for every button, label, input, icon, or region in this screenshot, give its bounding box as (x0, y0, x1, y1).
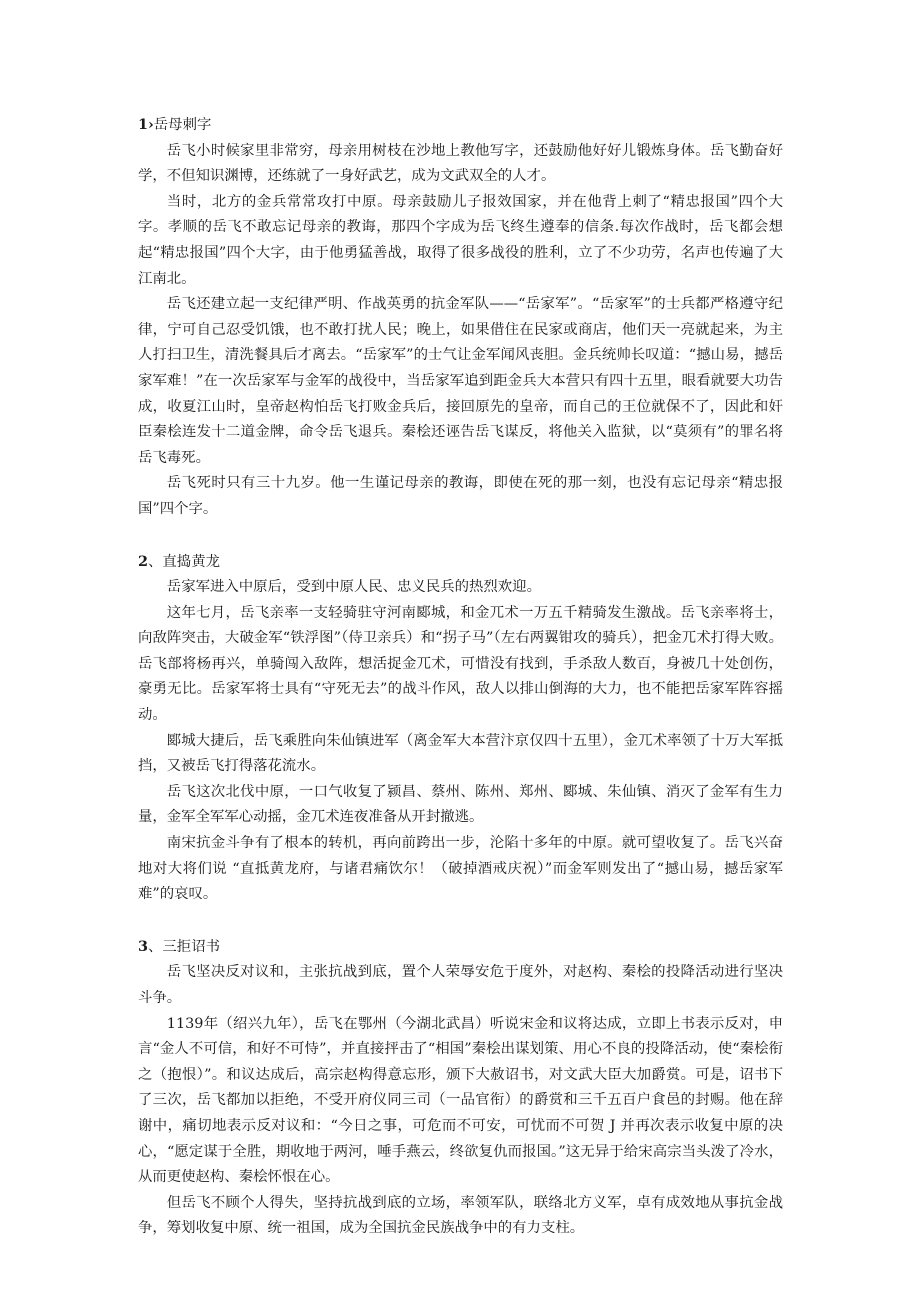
document-page (138, 112, 783, 1242)
section-title (138, 112, 783, 139)
section-2 (138, 549, 783, 908)
section-title-text: 、直捣黄龙 (148, 553, 220, 570)
section-1 (138, 112, 783, 523)
paragraph: 岳飞死时只有三十九岁。他一生谨记母亲的教诲，即使在死的那一刻，也没有忘记母亲“精忠报国”四个字。 (138, 475, 783, 517)
paragraph: 这年七月，岳飞亲率一支轻骑驻守河南郾城，和金兀术一万五千精骑发生激战。岳飞亲率将士，向敌阵突击，大破金军“铁浮图”（侍卫亲兵）和“拐子马”（左右两翼钳攻的骑兵），把金兀术打得大败。岳飞部将杨再兴，单骑闯入敌阵，想活捉金兀术，可惜没有找到，手杀敌人数百，身被几十处创伤，豪勇无比。岳家军将士具有“守死无去”的战斗作风，敌人以排山倒海的大力，也不能把岳家军阵容摇动。 (138, 604, 783, 724)
section-number: 2 (138, 552, 149, 570)
section-title (138, 934, 783, 961)
paragraph: 1139年（绍兴九年），岳飞在鄂州（今湖北武昌）听说宋金和议将达成，立即上书表示反对，申言“金人不可信，和好不可恃”，并直接抨击了“相国”秦桧出谋划策、用心不良的投降活动，使“秦桧衔之（抱恨）”。和议达成后，高宗赵构得意忘形，颁下大赦诏书，对文武大臣大加爵赏。可是，诏书下了三次，岳飞都加以拒绝，不受开府仪同三司（一品官衔）的爵赏和三千五百户食邑的封赐。他在辞谢中，痛切地表示反对议和：“今日之事，可危而不可安，可忧而不可贺 J 并再次表示收复中原的决心，“愿定谋于全胜，期收地于两河，唾手燕云，终欲复仇而报国。”这无异于给宋高宗当头泼了冷水，从而更使赵构、秦桧怀恨在心。 (138, 1015, 783, 1186)
paragraph: 岳飞坚决反对议和，主张抗战到底，置个人荣辱安危于度外，对赵构、秦桧的投降活动进行坚决斗争。 (138, 964, 783, 1006)
section-number: 3 (138, 937, 149, 955)
section-3 (138, 934, 783, 1242)
section-spacer (138, 908, 783, 934)
paragraph: 但岳飞不顾个人得失，坚持抗战到底的立场，率领军队，联络北方义军，卓有成效地从事抗金战争，筹划收复中原、统一祖国，成为全国抗金民族战争中的有力支柱。 (138, 1194, 783, 1237)
section-title-text: 、三拒诏书 (148, 938, 220, 955)
paragraph: 岳飞这次北伐中原，一口气收复了颍昌、蔡州、陈州、郑州、郾城、朱仙镇、消灭了金军有生力量，金军全军军心动摇，金兀术连夜准备从开封撤逃。 (138, 783, 783, 826)
paragraph: 岳家军进入中原后，受到中原人民、忠义民兵的热烈欢迎。 (166, 579, 541, 596)
section-title (138, 549, 783, 576)
paragraph: 郾城大捷后，岳飞乘胜向朱仙镇进军（离金军大本营汴京仅四十五里），金兀术率领了十万大军抵挡，又被岳飞打得落花流水。 (138, 732, 783, 775)
paragraph: 岳飞还建立起一支纪律严明、作战英勇的抗金军队——“岳家军”。“岳家军”的士兵都严格遵守纪律，宁可自己忍受饥饿，也不敢打扰人民；晚上，如果借住在民家或商店，他们天一亮就起来，为主人打扫卫生，清洗餐具后才离去。“岳家军”的士气让金军闻风丧胆。金兵统帅长叹道：“撼山易，撼岳家军难！”在一次岳家军与金军的战役中，当岳家军追到距金兵大本营只有四十五里，眼看就要大功告成，收夏江山时，皇帝赵构怕岳飞打败金兵后，接回原先的皇帝，而自己的王位就保不了，因此和奸臣秦桧连发十二道金牌，命令岳飞退兵。秦桧还诬告岳飞谋反，将他关入监狱，以“莫须有”的罪名将岳飞毒死。 (138, 296, 783, 466)
section-title-text: 岳母刺字 (153, 117, 212, 133)
paragraph: 岳飞小时候家里非常穷，母亲用树枝在沙地上教他写字，还鼓励他好好儿锻炼身体。岳飞勤奋好学，不但知识渊博，还练就了一身好武艺，成为文武双全的人才。 (138, 142, 783, 185)
section-spacer (138, 523, 783, 549)
section-number: 1› (138, 116, 154, 133)
paragraph: 南宋抗金斗争有了根本的转机，再向前跨出一步，沦陷十多年的中原。就可望收复了。岳飞兴奋地对大将们说 “直抵黄龙府，与诸君痛饮尔！（破掉酒戒庆祝）”而金军则发出了“撼山易，撼岳家军难”的哀叹。 (138, 835, 783, 903)
paragraph: 当时，北方的金兵常常攻打中原。母亲鼓励儿子报效国家，并在他背上刺了“精忠报国”四个大字。孝顺的岳飞不敢忘记母亲的教诲，那四个字成为岳飞终生遵奉的信条.每次作战时，岳飞都会想起“精忠报国”四个大字，由于他勇猛善战，取得了很多战役的胜利，立了不少功劳，名声也传遍了大江南北。 (138, 193, 783, 287)
